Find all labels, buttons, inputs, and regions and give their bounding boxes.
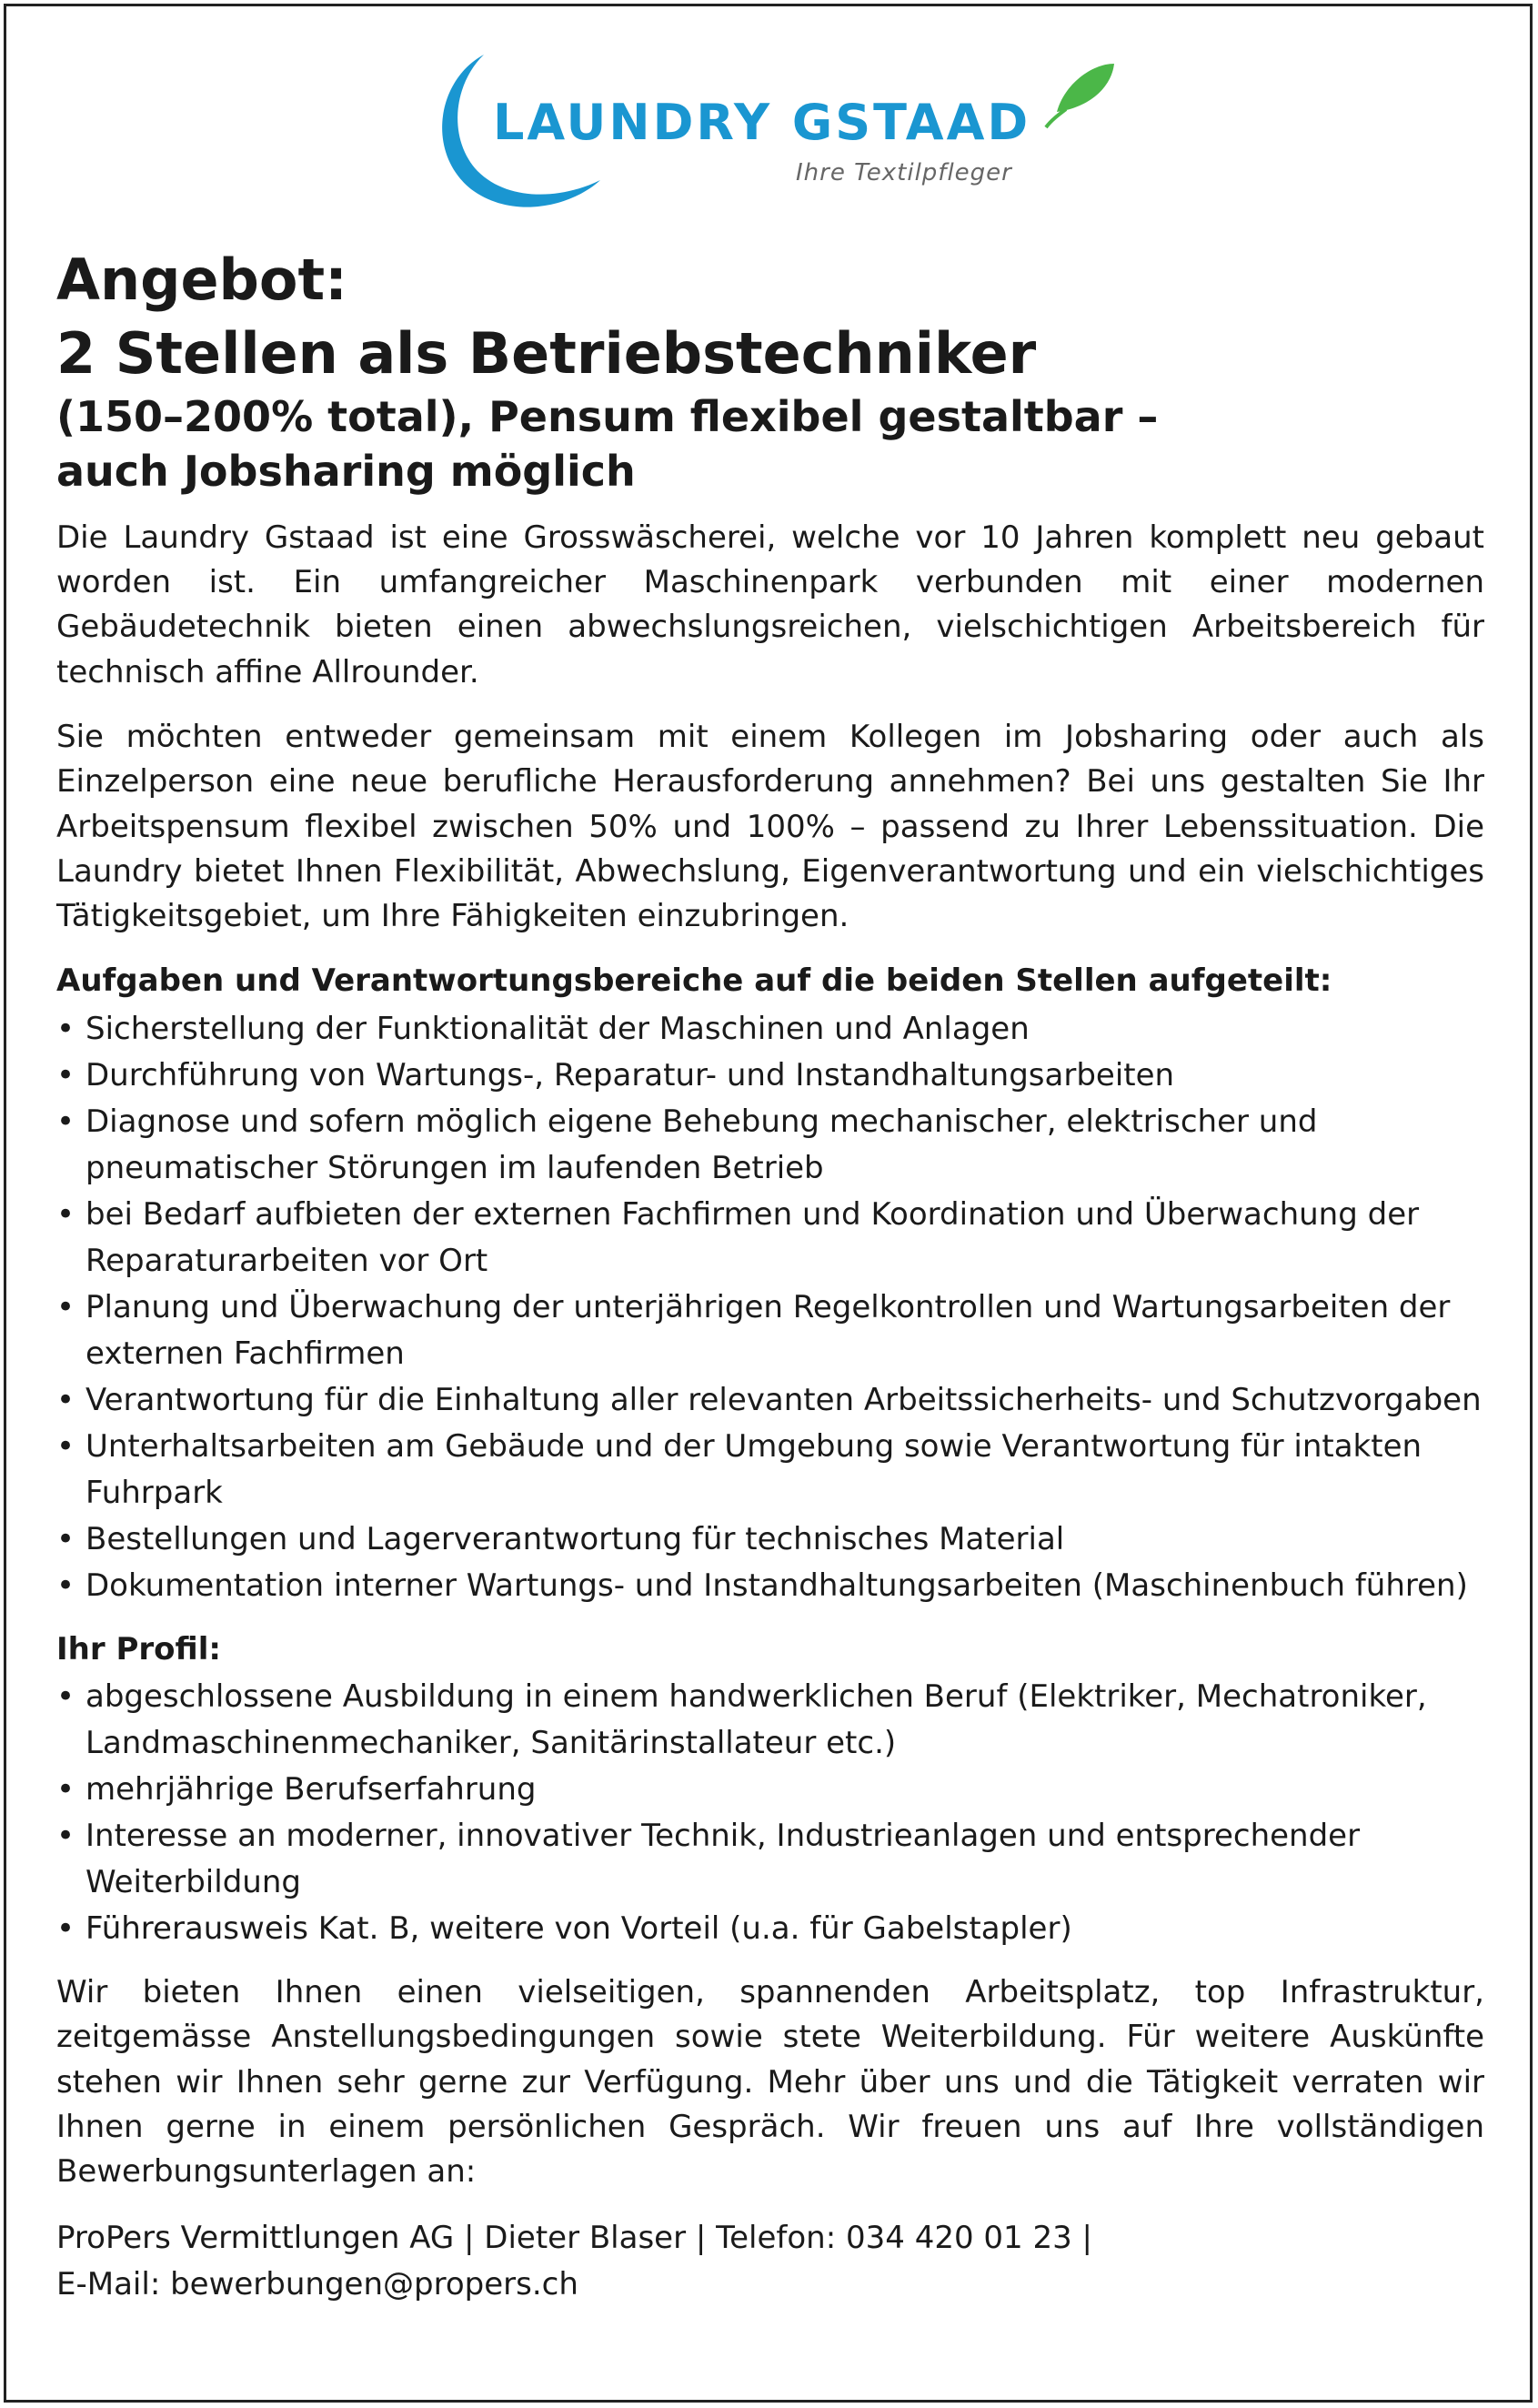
page-title (56, 244, 1484, 390)
profile-list (56, 1674, 1484, 1952)
list-item: • mehrjährige Berufserfahrung (56, 1771, 537, 1809)
list-item: • Verantwortung für die Einhaltung aller relevanten Arbeitssicherheits- und Schutzvorgaben (56, 1381, 1482, 1418)
brand-tagline: Ihre Textilpfleger (796, 159, 1012, 186)
offer-paragraph: Wir bieten Ihnen einen vielseitigen, spannenden Arbeitsplatz, top Infrastruktur, zeitgemässe Anstellungsbedingungen sowie stete Weiterbildung. Für weitere Auskünfte stehen wir Ihnen sehr gerne zur Verfügung. Mehr über uns und die Tätigkeit verraten wir Ihnen gerne in einem persönlichen Gespräch. Wir freuen uns auf Ihre vollständigen Bewerbungsunterlagen an: (56, 1974, 1484, 2191)
title-line-1: Angebot: (56, 247, 347, 313)
intro-paragraph: Sie möchten entweder gemeinsam mit einem Kollegen im Jobsharing oder auch als Einzelperson eine neue berufliche Herausforderung annehmen? Bei uns gestalten Sie Ihr Arbeitspensum flexibel zwischen 50% und 100% – passend zu Ihrer Lebenssituation. Die Laundry bietet Ihnen Flexibilität, Abwechslung, Eigenverantwortung und ein vielschichtiges Tätigkeitsgebiet, um Ihre Fähigkeiten einzubringen. (56, 718, 1484, 935)
subtitle-line-1: (150–200% total), Pensum flexibel gestaltbar – (56, 392, 1159, 442)
list-item: • Unterhaltsarbeiten am Gebäude und der Umgebung sowie Verantwortung für intakten Fuhrpark (56, 1427, 1422, 1511)
list-item: • Durchführung von Wartungs-, Reparatur- und Instandhaltungsarbeiten (56, 1056, 1175, 1093)
profile-heading: Ihr Profil: (56, 1630, 221, 1667)
contact-line: ProPers Vermittlungen AG | Dieter Blaser | Telefon: 034 420 01 23 | (56, 2219, 1092, 2256)
leaf-icon (1057, 64, 1114, 112)
list-item: • bei Bedarf aufbieten der externen Fachfirmen und Koordination und Überwachung der Reparaturarbeiten vor Ort (56, 1195, 1420, 1279)
contact-block (56, 2215, 1484, 2308)
ad-content (56, 244, 1484, 2308)
contact-email[interactable]: E-Mail: bewerbungen@propers.ch (56, 2265, 578, 2302)
subtitle-line-2: auch Jobsharing möglich (56, 446, 636, 496)
list-item: • Planung und Überwachung der unterjährigen Regelkontrollen und Wartungsarbeiten der externen Fachfirmen (56, 1288, 1451, 1372)
laundry-gstaad-logo (427, 44, 1119, 217)
list-item: • Bestellungen und Lagerverantwortung für technisches Material (56, 1520, 1065, 1557)
list-item: • Diagnose und sofern möglich eigene Behebung mechanischer, elektrischer und pneumatischer Störungen im laufenden Betrieb (56, 1103, 1318, 1186)
tasks-heading: Aufgaben und Verantwortungsbereiche auf die beiden Stellen aufgeteilt: (56, 962, 1332, 1000)
list-item: • Sicherstellung der Funktionalität der Maschinen und Anlagen (56, 1010, 1030, 1047)
list-item: • abgeschlossene Ausbildung in einem handwerklichen Beruf (Elektriker, Mechatroniker, Landmaschinenmechaniker, Sanitärinstallateur etc.) (56, 1678, 1427, 1762)
tasks-list (56, 1006, 1484, 1609)
title-line-2: 2 Stellen als Betriebstechniker (56, 319, 1037, 387)
intro-paragraph: Die Laundry Gstaad ist eine Grosswäscherei, welche vor 10 Jahren komplett neu gebaut worden ist. Ein umfangreicher Maschinenpark verbunden mit einer modernen Gebäudetechnik bieten einen abwechslungsreichen, vielschichtigen Arbeitsbereich für technisch affine Allrounder. (56, 519, 1484, 690)
list-item: • Führerausweis Kat. B, weitere von Vorteil (u.a. für Gabelstapler) (56, 1910, 1072, 1948)
brand-name: LAUNDRY GSTAAD (493, 94, 1031, 151)
list-item: • Dokumentation interner Wartungs- und Instandhaltungsarbeiten (Maschinenbuch führen) (56, 1567, 1468, 1604)
list-item: • Interesse an moderner, innovativer Technik, Industrieanlagen und entsprechender Weiterbildung (56, 1818, 1361, 1901)
page-subtitle (56, 390, 1484, 499)
